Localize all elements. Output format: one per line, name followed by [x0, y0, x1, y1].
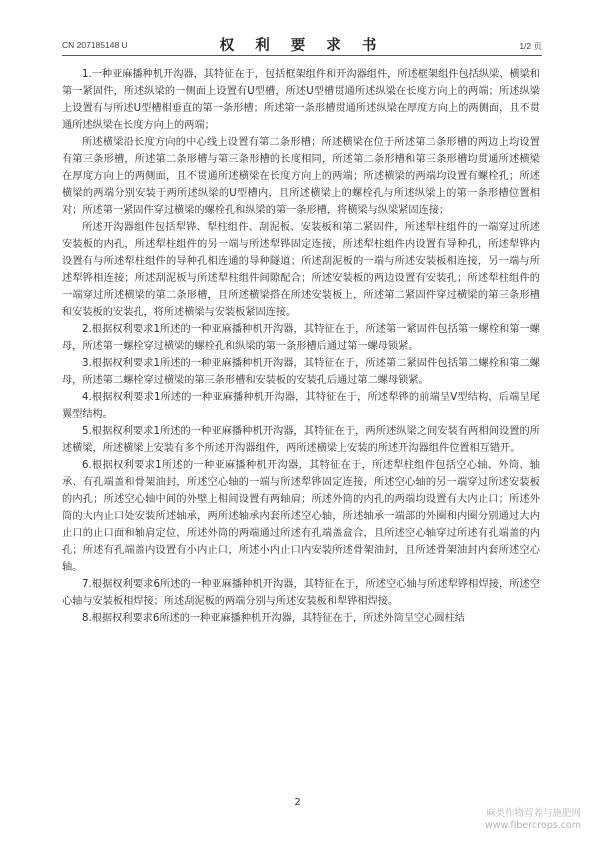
- page-info: 1/2 页: [519, 41, 542, 51]
- watermark-site-url: www.fibercrops.com: [484, 820, 581, 831]
- page-header: [62, 32, 542, 54]
- patent-number: CN 207185148 U: [62, 40, 128, 50]
- claim-1-paragraph-3: 所述开沟器组件包括犁铧、犁柱组件、刮泥板、安装板和第二紧固件，所述犁柱组件的一端穿过所述安装板的内孔，所述犁柱组件的另一端与所述犁铧固定连接，所述犁柱组件内设置有导种孔，所述犁铧内设置有与所述犁柱组件的导种孔相连通的导种隧道；所述刮泥板的一端与所述安装板相连接，另一端与所述犁铧相连接；所述刮泥板与所述犁柱组件间隙配合；所述安装板的两边设置有安装孔；所述犁柱组件的一端穿过所述横梁的第二条形槽，且所述横梁搭在所述安装板上，所述第二紧固件穿过横梁的第三条形槽和安装板的安装孔，将所述横梁与安装板紧固连接。: [62, 222, 540, 318]
- claim-5: 5.根据权利要求1所述的一种亚麻播种机开沟器，其特征在于，两所述纵梁之间安装有两相间设置的所述横梁，所述横梁上安装有多个所述开沟器组件，两所述横梁上安装的所述开沟器组件位置相互错开。: [62, 426, 540, 454]
- claim-1-paragraph-2: 所述横梁沿长度方向的中心线上设置有第二条形槽；所述横梁在位于所述第二条形槽的两边上均设置有第三条形槽，所述第二条形槽与第三条形槽的长度相同，所述第二条形槽和第三条形槽均贯通所述横梁在厚度方向上的两侧面，且不贯通所述横梁在长度方向上的两端；所述横梁的两端均设置有螺栓孔；所述横梁的两端分别安装于两所述纵梁的U型槽内，且所述横梁上的螺栓孔与所述纵梁上的第一条形槽位置相对；所述第一紧固件穿过横梁的螺栓孔和纵梁的第一条形槽，将横梁与纵梁紧固连接；: [62, 137, 540, 216]
- claim-3: 3.根据权利要求1所述的一种亚麻播种机开沟器，其特征在于，所述第二紧固件包括第二螺栓和第二螺母，所述第二螺栓穿过横梁的第三条形槽和安装板的安装孔后通过第二螺母锁紧。: [62, 358, 540, 386]
- header-divider: [62, 55, 542, 56]
- claims-body: [62, 66, 540, 627]
- claim-1-paragraph-1: 1.一种亚麻播种机开沟器，其特征在于，包括框架组件和开沟器组件，所述框架组件包括纵梁、横梁和第一紧固件，所述纵梁的一侧面上设置有U型槽，所述U型槽贯通所述纵梁在长度方向上的两端；所述纵梁上设置有与所述U型槽相垂直的第一条形槽；所述第一条形槽贯通所述纵梁在厚度方向上的两侧面，且不贯通所述纵梁在长度方向上的两端；: [62, 69, 540, 131]
- watermark: [485, 808, 581, 832]
- claim-7: 7.根据权利要求6所述的一种亚麻播种机开沟器，其特征在于，所述空心轴与所述犁铧相焊接，所述空心轴与安装板相焊接；所述刮泥板的两端分别与所述安装板和犁铧相焊接。: [62, 579, 540, 607]
- claim-6: 6.根据权利要求1所述的一种亚麻播种机开沟器，其特征在于，所述犁柱组件包括空心轴、外筒、轴承、有孔端盖和骨架油封，所述空心轴的一端与所述犁铧固定连接，所述空心轴的另一端穿过所述安装板的内孔；所述空心轴中间的外壁上相间设置有两轴肩；所述外筒的内孔的两端均设置有大内止口；所述外筒的大内止口处安装所述轴承，两所述轴承内套所述空心轴，所述轴承一端部的外圈和内圈分别通过大内止口的止口面和轴肩定位，所述外筒的两端通过所述有孔端盖盒合，且所述空心轴穿过所述有孔端盖的内孔；所述有孔端盖内设置有小内止口，所述小内止口内安装所述骨架油封，且所述骨架油封内套所述空心轴。: [62, 460, 540, 573]
- document-title: 权 利 要 求 书: [219, 38, 385, 54]
- watermark-site-name: 麻类作物营养与施肥网: [485, 808, 581, 819]
- page-number: 2: [294, 797, 301, 808]
- claim-8: 8.根据权利要求6所述的一种亚麻播种机开沟器，其特征在于，所述外筒呈空心圆柱结: [82, 613, 465, 624]
- claim-2: 2.根据权利要求1所述的一种亚麻播种机开沟器，其特征在于，所述第一紧固件包括第一螺栓和第一螺母，所述第一螺栓穿过横梁的螺栓孔和纵梁的第一条形槽后通过第一螺母锁紧。: [62, 324, 540, 352]
- claim-4: 4.根据权利要求1所述的一种亚麻播种机开沟器，其特征在于，所述犁铧的前端呈V型结构，后端呈尾翼型结构。: [62, 392, 540, 420]
